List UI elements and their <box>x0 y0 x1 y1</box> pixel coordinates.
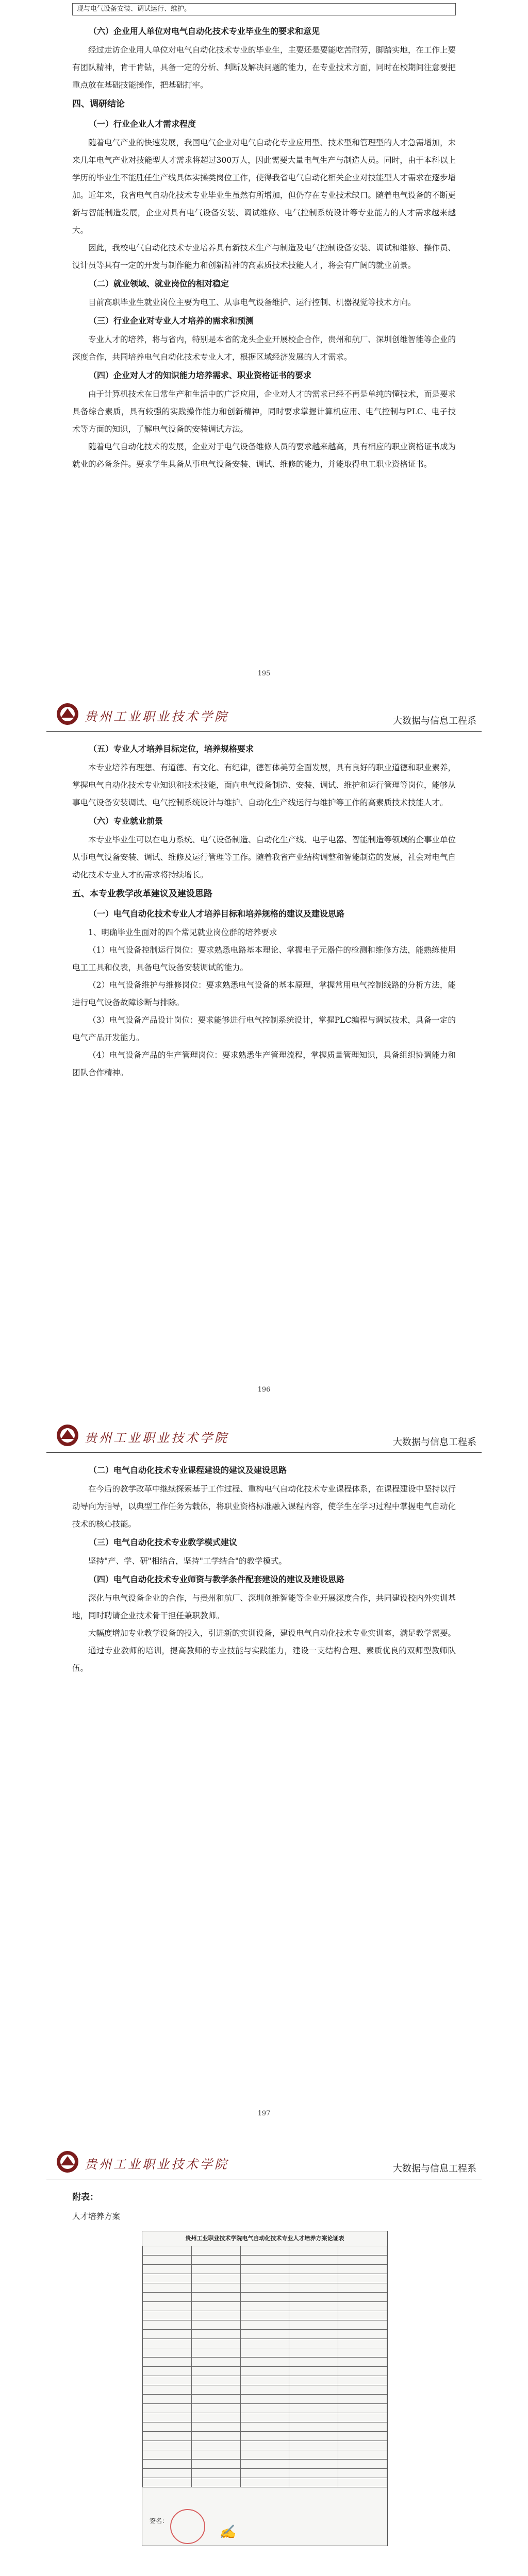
form-cell <box>338 2460 387 2469</box>
form-cell <box>240 2358 289 2367</box>
form-cell <box>240 2246 289 2256</box>
form-row <box>143 2460 387 2469</box>
form-table <box>142 2246 387 2487</box>
form-cell <box>289 2376 338 2385</box>
form-cell <box>191 2320 240 2330</box>
form-cell <box>289 2478 338 2487</box>
form-cell <box>338 2413 387 2422</box>
section-heading: （六）专业就业前景 <box>89 816 163 826</box>
form-cell <box>289 2274 338 2283</box>
form-row <box>143 2358 387 2367</box>
form-cell <box>338 2395 387 2404</box>
paragraph: 大幅度增加专业教学设备的投入，引进新的实训设备，建设电气自动化技术专业实训室，满足教学需要。 <box>88 1629 456 1638</box>
form-cell <box>240 2256 289 2265</box>
form-cell <box>240 2293 289 2302</box>
paragraph: 在今后的教学改革中继续探索基于工作过程、重构电气自动化技术专业课程体系，在课程建设中坚持以行动导向为指导，以典型工作任务为载体，将职业资格标准融入课程内容，使学生在学习过程中掌握电气自动化技术的核心技能。 <box>72 1484 456 1529</box>
form-cell <box>191 2460 240 2469</box>
form-cell <box>143 2422 192 2432</box>
form-cell <box>191 2367 240 2376</box>
form-row <box>143 2395 387 2404</box>
page-4-content <box>72 2187 456 2225</box>
form-cell <box>240 2450 289 2460</box>
section-heading: （六）企业用人单位对电气自动化技术专业毕业生的要求和意见 <box>89 26 320 36</box>
form-row <box>143 2330 387 2339</box>
form-row <box>143 2246 387 2256</box>
form-cell <box>240 2395 289 2404</box>
form-row <box>143 2348 387 2358</box>
form-cell <box>143 2283 192 2293</box>
form-cell <box>191 2311 240 2320</box>
form-row <box>143 2256 387 2265</box>
school-logo-icon <box>56 702 79 726</box>
form-row <box>143 2450 387 2460</box>
form-cell <box>143 2246 192 2256</box>
page-header <box>46 698 482 732</box>
form-cell <box>191 2265 240 2274</box>
form-cell <box>143 2339 192 2348</box>
section-heading: （一）电气自动化技术专业人才培养目标和培养规格的建议及建设思路 <box>89 909 345 919</box>
form-cell <box>240 2432 289 2441</box>
form-cell <box>289 2367 338 2376</box>
form-cell <box>338 2376 387 2385</box>
form-cell <box>338 2432 387 2441</box>
form-cell <box>289 2358 338 2367</box>
form-cell <box>289 2395 338 2404</box>
form-row <box>143 2404 387 2413</box>
form-cell <box>143 2395 192 2404</box>
school-logo <box>56 2150 229 2174</box>
paragraph: 由于计算机技术在日常生产和生活中的广泛应用，企业对人才的需求已经不再是单纯的懂技术，而是要求具备综合素质，具有较强的实践操作能力和创新精神，同时要求掌握计算机应用、电气控制与PLC、电子技术等方面的知识，了解电气设备的安装调试方法。 <box>72 389 456 434</box>
form-cell <box>240 2367 289 2376</box>
form-cell <box>338 2339 387 2348</box>
form-cell <box>191 2339 240 2348</box>
paragraph: 目前高职毕业生就业岗位主要为电工、从事电气设备维护、运行控制、机器视觉等技术方向。 <box>88 298 416 307</box>
form-cell <box>240 2422 289 2432</box>
form-cell <box>289 2348 338 2358</box>
form-cell <box>191 2478 240 2487</box>
paragraph: 深化与电气设备企业的合作，与贵州和航厂、深圳创维智能等企业开展深度合作，共同建设校内外实训基地，同时聘请企业技术骨干担任兼职教师。 <box>72 1594 456 1620</box>
form-row <box>143 2413 387 2422</box>
form-cell <box>240 2385 289 2395</box>
form-cell <box>338 2311 387 2320</box>
form-row <box>143 2265 387 2274</box>
form-cell <box>289 2311 338 2320</box>
form-cell <box>240 2404 289 2413</box>
form-cell <box>289 2413 338 2422</box>
form-cell <box>191 2348 240 2358</box>
paragraph: 1、明确毕业生面对的四个常见就业岗位群的培养要求 <box>88 928 277 937</box>
form-cell <box>143 2367 192 2376</box>
signature-1: ✍ <box>219 2524 236 2540</box>
page-1-content <box>72 3 456 473</box>
form-cell <box>143 2293 192 2302</box>
form-row <box>143 2469 387 2478</box>
paragraph: （2）电气设备维护与维修岗位：要求熟悉电气设备的基本原理，掌握常用电气控制线路的分析方法，能进行电气设备故障诊断与排除。 <box>72 980 456 1007</box>
form-cell <box>338 2404 387 2413</box>
form-cell <box>240 2265 289 2274</box>
page-number: 195 <box>257 670 271 677</box>
section-heading: 五、本专业教学改革建议及建设思路 <box>72 889 212 899</box>
form-row <box>143 2376 387 2385</box>
form-cell <box>143 2256 192 2265</box>
department-name: 大数据与信息工程系 <box>393 2163 476 2174</box>
section-heading: 四、调研结论 <box>72 99 125 109</box>
form-cell <box>289 2339 338 2348</box>
form-cell <box>338 2256 387 2265</box>
form-cell <box>191 2385 240 2395</box>
form-cell <box>240 2320 289 2330</box>
form-cell <box>240 2311 289 2320</box>
form-cell <box>191 2302 240 2311</box>
form-cell <box>240 2478 289 2487</box>
form-cell <box>143 2413 192 2422</box>
form-cell <box>338 2358 387 2367</box>
form-cell <box>338 2367 387 2376</box>
section-heading: （一）行业企业人才需求程度 <box>89 119 196 129</box>
paragraph: 专业人才的培养，将与省内，特别是本省的龙头企业开展校企合作，贵州和航厂、深圳创维智能等企业的深度合作，共同培养电气自动化技术专业人才，根据区域经济发展的人才需求。 <box>72 335 456 362</box>
page-3-content <box>72 1461 456 1677</box>
section-heading: （二）电气自动化技术专业课程建设的建议及建设思路 <box>89 1465 287 1475</box>
form-row <box>143 2293 387 2302</box>
form-cell <box>143 2302 192 2311</box>
form-cell <box>240 2460 289 2469</box>
form-cell <box>143 2450 192 2460</box>
form-cell <box>191 2432 240 2441</box>
paragraph: 本专业培养有理想、有道德、有文化、有纪律，德智体美劳全面发展，具有良好的职业道德和职业素养，掌握电气自动化技术专业知识和技术技能，面向电气设备制造、安装、调试、维护和运行管理等岗位，能够从事电气设备安装调试、电气控制系统设计与维护、自动化生产线运行与维护等工作的高素质技术技能人才。 <box>72 763 456 807</box>
form-cell <box>143 2441 192 2450</box>
school-logo <box>56 1423 229 1447</box>
form-cell <box>240 2441 289 2450</box>
page-3 <box>0 1414 528 2136</box>
paragraph: 坚持"产、学、研"相结合，坚持"工学结合"的教学模式。 <box>88 1556 287 1566</box>
school-logo <box>56 702 229 726</box>
form-cell <box>338 2246 387 2256</box>
form-cell <box>289 2469 338 2478</box>
page-header <box>46 1419 482 1453</box>
form-cell <box>240 2274 289 2283</box>
form-cell <box>338 2274 387 2283</box>
form-cell <box>240 2302 289 2311</box>
form-cell <box>191 2422 240 2432</box>
form-cell <box>338 2330 387 2339</box>
form-cell <box>191 2293 240 2302</box>
form-cell <box>240 2348 289 2358</box>
form-cell <box>143 2274 192 2283</box>
form-cell <box>191 2413 240 2422</box>
form-cell <box>289 2441 338 2450</box>
form-cell <box>191 2441 240 2450</box>
page-2-content <box>72 739 456 1081</box>
form-cell <box>143 2376 192 2385</box>
form-cell <box>240 2469 289 2478</box>
section-heading: （五）专业人才培养目标定位，培养规格要求 <box>89 744 254 754</box>
form-row <box>143 2422 387 2432</box>
form-row <box>143 2367 387 2376</box>
paragraph: （4）电气设备产品的生产管理岗位：要求熟悉生产管理流程，掌握质量管理知识，具备组织协调能力和团队合作精神。 <box>72 1050 456 1077</box>
form-cell <box>338 2348 387 2358</box>
page-2 <box>0 693 528 1409</box>
section-heading: （四）企业对人才的知识能力培养需求、职业资格证书的要求 <box>89 370 312 380</box>
form-cell <box>191 2283 240 2293</box>
page-4 <box>0 2141 528 2576</box>
form-cell <box>191 2358 240 2367</box>
department-name: 大数据与信息工程系 <box>393 1437 476 1448</box>
section-heading: （四）电气自动化技术专业师资与教学条件配套建设的建议及建设思路 <box>89 1574 345 1584</box>
form-title: 贵州工业职业技术学院电气自动化技术专业人才培养方案论证表 <box>185 2235 344 2242</box>
form-cell <box>143 2404 192 2413</box>
form-row <box>143 2320 387 2330</box>
school-name: 贵州工业职业技术学院 <box>85 709 229 724</box>
form-cell <box>143 2311 192 2320</box>
form-cell <box>289 2293 338 2302</box>
section-heading: （三）行业企业对专业人才培养的需求和预测 <box>89 316 254 326</box>
page-header <box>46 2146 482 2179</box>
form-cell <box>191 2274 240 2283</box>
appendix-subtitle: 人才培养方案 <box>72 2212 121 2221</box>
form-cell <box>240 2376 289 2385</box>
page-number: 197 <box>257 2110 271 2117</box>
form-cell <box>191 2469 240 2478</box>
section-heading: （二）就业领域、就业岗位的相对稳定 <box>89 279 229 289</box>
school-name: 贵州工业职业技术学院 <box>85 1431 229 1445</box>
paragraph: 经过走访企业用人单位对电气自动化技术专业的毕业生，主要还是要能吃苦耐劳，脚踏实地，在工作上要有团队精神，肯干肯钻，具备一定的分析、判断及解决问题的能力，在专业技术方面，同时在校期间注意要把重点放在基础技能操作，把基础打牢。 <box>72 45 456 90</box>
form-cell <box>191 2376 240 2385</box>
scanned-form <box>142 2231 388 2546</box>
form-cell <box>338 2422 387 2432</box>
form-cell <box>143 2460 192 2469</box>
form-cell <box>240 2413 289 2422</box>
form-cell <box>338 2385 387 2395</box>
form-cell <box>289 2460 338 2469</box>
form-cell <box>191 2395 240 2404</box>
form-sign-label: 签名： <box>150 2517 169 2524</box>
form-cell <box>191 2256 240 2265</box>
appendix-heading: 附表： <box>72 2192 98 2202</box>
form-cell <box>338 2283 387 2293</box>
form-cell <box>289 2450 338 2460</box>
department-name: 大数据与信息工程系 <box>393 716 476 726</box>
paragraph: （1）电气设备控制运行岗位：要求熟悉电路基本理论、掌握电子元器件的检测和维修方法，能熟练使用电工工具和仪表，具备电气设备安装调试的能力。 <box>72 945 456 972</box>
form-cell <box>143 2469 192 2478</box>
paragraph: 随着电气自动化技术的发展，企业对于电气设备维修人员的要求越来越高，具有相应的职业资格证书成为就业的必备条件。要求学生具备从事电气设备安装、调试、维修的能力，并能取得电工职业资格证书。 <box>72 442 456 469</box>
paragraph: 本专业毕业生可以在电力系统、电气设备制造、自动化生产线、电子电器、智能制造等领域的企事业单位从事电气设备安装、调试、维修及运行管理等工作。随着我省产业结构调整和智能制造的发展，社会对电气自动化技术专业人才的需求将持续增长。 <box>72 835 456 879</box>
form-cell <box>289 2283 338 2293</box>
form-cell <box>143 2265 192 2274</box>
form-row <box>143 2311 387 2320</box>
paragraph: 随着电气产业的快速发展，我国电气企业对电气自动化专业应用型、技术型和管理型的人才急需增加，未来几年电气产业对技能型人才需求将超过300万人，因此需要大量电气生产与制造人员。同时，由于本科以上学历的毕业生不能胜任生产线具体实操类岗位工作，使得我省电气自动化相关企业对技能型人才需求在逐步增加。近年来，我省电气自动化技术专业毕业生虽然有所增加，但仍存在专业技术缺口。随着电气设备的不断更新与智能制造发展，企业对具有电气设备安装、调试维修、电气控制系统设计等专业能力的人才需求越来越大。 <box>72 138 456 235</box>
form-cell <box>240 2339 289 2348</box>
paragraph: （3）电气设备产品设计岗位：要求能够进行电气控制系统设计，掌握PLC编程与调试技术，具备一定的电气产品开发能力。 <box>72 1015 456 1042</box>
form-cell <box>289 2330 338 2339</box>
form-row <box>143 2302 387 2311</box>
form-cell <box>191 2246 240 2256</box>
form-row <box>143 2339 387 2348</box>
form-cell <box>338 2441 387 2450</box>
paragraph: 因此，我校电气自动化技术专业培养具有新技术生产与制造及电气控制设备安装、调试和维修、操作员、设计员等具有一定的开发与制作能力和创新精神的高素质技术技能人才，将会有广阔的就业前景。 <box>72 243 456 270</box>
form-cell <box>289 2432 338 2441</box>
form-cell <box>289 2265 338 2274</box>
section-heading: （三）电气自动化技术专业教学模式建议 <box>89 1537 238 1547</box>
school-name: 贵州工业职业技术学院 <box>85 2157 229 2172</box>
form-cell <box>289 2404 338 2413</box>
form-cell <box>289 2385 338 2395</box>
form-cell <box>240 2283 289 2293</box>
form-cell <box>289 2246 338 2256</box>
form-cell <box>338 2320 387 2330</box>
school-logo-icon <box>56 2150 79 2174</box>
red-stamp <box>170 2509 205 2544</box>
form-cell <box>191 2330 240 2339</box>
form-cell <box>338 2478 387 2487</box>
form-cell <box>289 2256 338 2265</box>
form-row <box>143 2274 387 2283</box>
form-cell <box>289 2302 338 2311</box>
form-cell <box>191 2450 240 2460</box>
form-cell <box>240 2330 289 2339</box>
form-row <box>143 2441 387 2450</box>
form-cell <box>143 2432 192 2441</box>
form-cell <box>338 2293 387 2302</box>
form-cell <box>143 2358 192 2367</box>
page-number: 196 <box>257 1386 271 1394</box>
form-cell <box>338 2265 387 2274</box>
form-cell <box>338 2469 387 2478</box>
form-cell <box>143 2348 192 2358</box>
form-cell <box>143 2478 192 2487</box>
form-row <box>143 2283 387 2293</box>
form-cell <box>289 2422 338 2432</box>
form-cell <box>289 2320 338 2330</box>
form-row <box>143 2432 387 2441</box>
form-row <box>143 2385 387 2395</box>
form-cell <box>191 2404 240 2413</box>
form-cell <box>143 2385 192 2395</box>
school-logo-icon <box>56 1423 79 1447</box>
form-cell <box>143 2330 192 2339</box>
table-fragment: 现与电气设备安装、调试运行、维护。 <box>72 3 456 15</box>
form-cell <box>338 2450 387 2460</box>
form-cell <box>338 2302 387 2311</box>
form-row <box>143 2478 387 2487</box>
paragraph: 通过专业教师的培训，提高教师的专业技能与实践能力，建设一支结构合理、素质优良的双师型教师队伍。 <box>72 1646 456 1673</box>
form-cell <box>143 2320 192 2330</box>
page-1 <box>0 0 528 685</box>
